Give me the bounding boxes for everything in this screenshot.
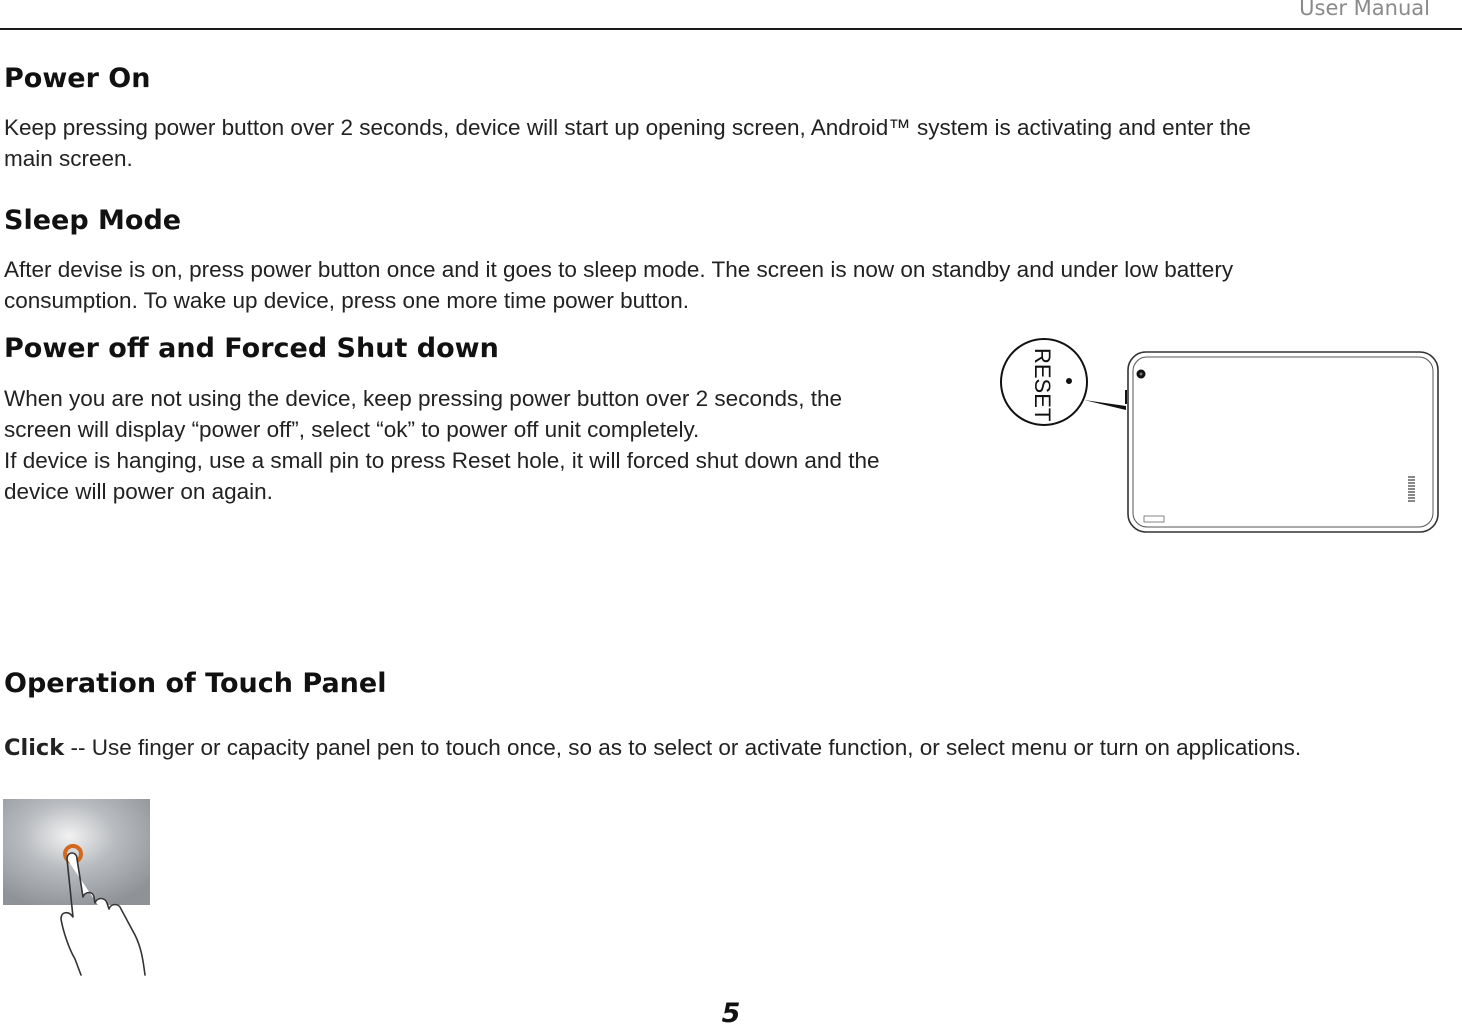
- paragraph-line: After devise is on, press power button once and it goes to sleep mode. The screen is now on standby and under low battery: [4, 257, 1234, 282]
- heading-power-on: Power On: [4, 63, 151, 94]
- heading-power-off: Power off and Forced Shut down: [4, 333, 499, 364]
- callout-pointer: [1084, 400, 1126, 410]
- tablet-outline: [1128, 352, 1438, 532]
- tap-gesture-illustration: [3, 799, 153, 981]
- paragraph-line: main screen.: [4, 146, 133, 171]
- page-number: 5: [721, 998, 741, 1029]
- click-description: -- Use finger or capacity panel pen to touch once, so as to select or activate function, or select menu or turn on applications.: [64, 735, 1302, 760]
- paragraph-line: consumption. To wake up device, press one more time power button.: [4, 288, 689, 313]
- reset-hole-dot: [1066, 378, 1072, 384]
- paragraph-sleep-mode: [4, 254, 1233, 316]
- heading-sleep-mode: Sleep Mode: [4, 205, 182, 236]
- reset-hole-illustration: [998, 334, 1444, 538]
- header-rule: [0, 28, 1462, 30]
- heading-touch-panel: Operation of Touch Panel: [4, 668, 387, 699]
- touch-panel-screen: [3, 799, 150, 905]
- paragraph-line: If device is hanging, use a small pin to press Reset hole, it will forced shut down and the: [4, 448, 880, 473]
- paragraph-line: Keep pressing power button over 2 seconds, device will start up opening screen, Android™ system is activating and enter the: [4, 115, 1251, 140]
- reset-label: RESET: [1030, 348, 1055, 422]
- running-header: User Manual: [1299, 0, 1430, 20]
- click-term: Click: [4, 735, 65, 761]
- paragraph-line: When you are not using the device, keep pressing power button over 2 seconds, the: [4, 386, 843, 411]
- paragraph-power-on: [4, 112, 1251, 174]
- paragraph-click: [4, 732, 1301, 764]
- paragraph-power-off: [4, 383, 879, 507]
- paragraph-line: screen will display “power off”, select “ok” to power off unit completely.: [4, 417, 700, 442]
- paragraph-line: device will power on again.: [4, 479, 273, 504]
